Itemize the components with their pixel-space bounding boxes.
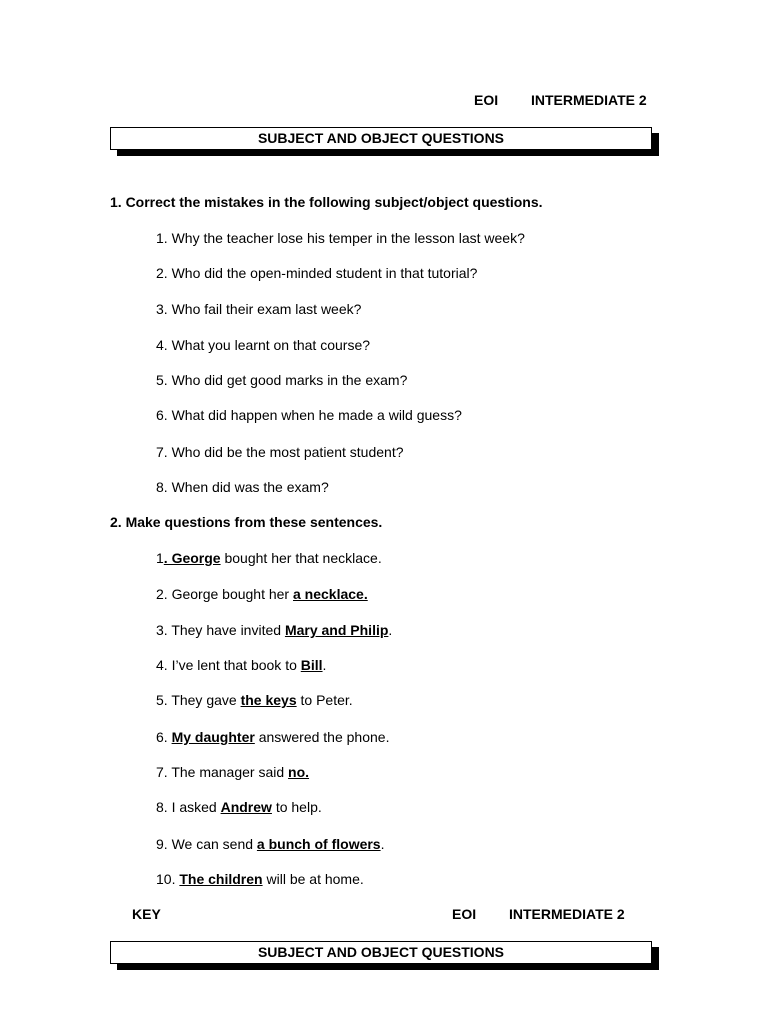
underlined-target: a necklace. — [293, 586, 368, 602]
exercise2-item — [156, 657, 326, 673]
underlined-target: no. — [288, 764, 310, 780]
exercise1-item: 8. When did was the exam? — [156, 479, 329, 495]
sentence-text: 5. They gave — [156, 692, 241, 708]
underlined-target: the keys — [240, 692, 297, 708]
sentence-text: to help. — [271, 799, 322, 815]
sentence-text: 9. We can send — [156, 836, 257, 852]
sentence-text: 7. The manager said — [156, 764, 289, 780]
sentence-text: . — [380, 836, 385, 852]
header-level: INTERMEDIATE 2 — [531, 92, 647, 108]
sentence-text: 2. George bought her — [156, 586, 293, 602]
underlined-target: . George — [163, 550, 221, 566]
page-title: SUBJECT AND OBJECT QUESTIONS — [257, 130, 505, 146]
exercise1-item: 1. Why the teacher lose his temper in the lesson last week? — [156, 230, 525, 246]
exercise2-item — [156, 550, 382, 566]
exercise2-item — [156, 764, 309, 780]
sentence-text: 10. — [156, 871, 180, 887]
sentence-text: . — [322, 657, 327, 673]
key-page-title: SUBJECT AND OBJECT QUESTIONS — [257, 944, 505, 960]
exercise2-item — [156, 729, 389, 745]
sentence-text: . — [388, 622, 393, 638]
sentence-text: answered the phone. — [254, 729, 390, 745]
sentence-text: bought her that necklace. — [220, 550, 382, 566]
underlined-target: Mary and Philip — [284, 622, 389, 638]
sentence-text: 3. They have invited — [156, 622, 285, 638]
exercise2-item — [156, 692, 353, 708]
exercise1-item: 2. Who did the open-minded student in that tutorial? — [156, 265, 478, 281]
key-label: KEY — [132, 906, 161, 922]
exercise2-item — [156, 586, 368, 602]
sentence-text: 8. I asked — [156, 799, 221, 815]
sentence-text: to Peter. — [296, 692, 353, 708]
exercise2-item — [156, 799, 322, 815]
exercise1-item: 6. What did happen when he made a wild guess? — [156, 407, 462, 423]
title-box — [110, 127, 652, 150]
exercise1-item: 3. Who fail their exam last week? — [156, 301, 362, 317]
sentence-text: 1 — [156, 550, 164, 566]
exercise2-item — [156, 836, 385, 852]
key-title-box — [110, 941, 652, 964]
underlined-target: My daughter — [171, 729, 255, 745]
exercise1-item: 7. Who did be the most patient student? — [156, 444, 404, 460]
underlined-target: The children — [179, 871, 263, 887]
exercise2-item — [156, 622, 392, 638]
sentence-text: will be at home. — [262, 871, 364, 887]
underlined-target: a bunch of flowers — [256, 836, 381, 852]
sentence-text: 4. I’ve lent that book to — [156, 657, 301, 673]
header-school: EOI — [474, 92, 499, 108]
exercise1-item: 4. What you learnt on that course? — [156, 337, 371, 353]
sentence-text: 6. — [156, 729, 172, 745]
key-header-level: INTERMEDIATE 2 — [509, 906, 625, 922]
exercise2-item — [156, 871, 364, 887]
exercise1-item: 5. Who did get good marks in the exam? — [156, 372, 408, 388]
exercise2-instruction: 2. Make questions from these sentences. — [110, 514, 383, 530]
key-header-school: EOI — [452, 906, 477, 922]
underlined-target: Bill — [300, 657, 323, 673]
exercise1-instruction: 1. Correct the mistakes in the following subject/object questions. — [110, 194, 543, 210]
underlined-target: Andrew — [220, 799, 272, 815]
